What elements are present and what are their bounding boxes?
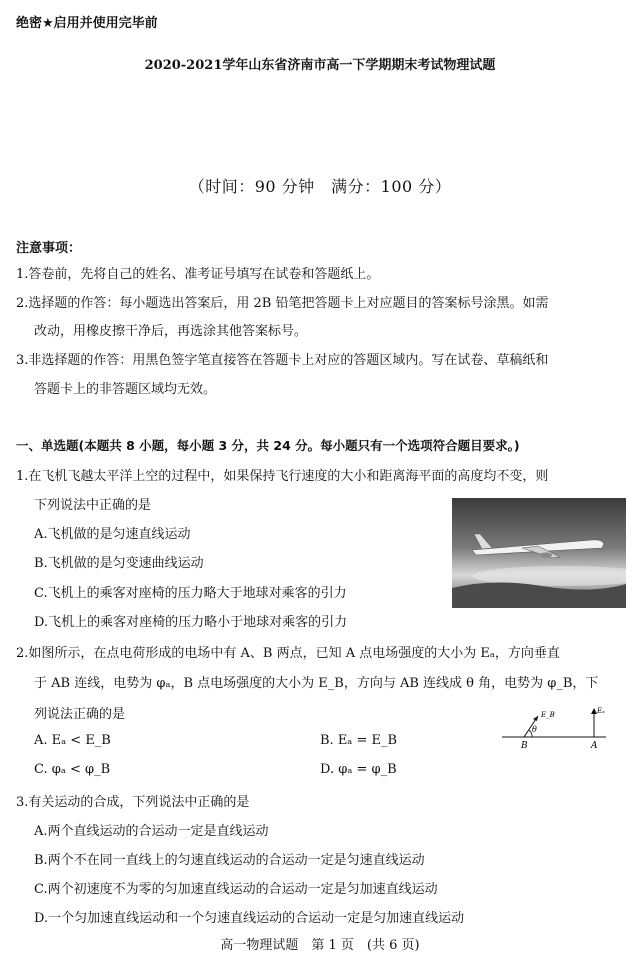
- notice-heading: 注意事项：: [16, 241, 82, 256]
- q3-option-c: C.两个初速度不为零的匀加速直线运动的合运动一定是匀加速直线运动: [34, 882, 438, 897]
- page-footer: 高一物理试题 第 1 页 (共 6 页): [220, 938, 420, 953]
- q1-stem-line-2: 下列说法中正确的是: [34, 498, 152, 513]
- q3-option-a: A.两个直线运动的合运动一定是直线运动: [34, 824, 269, 839]
- q2-option-a: A. Eₐ < E_B: [34, 733, 111, 748]
- label-ea: Eₐ: [597, 707, 605, 715]
- exam-title: 2020-2021学年山东省济南市高一下学期期末考试物理试题: [144, 58, 496, 73]
- q1-stem-line-1: 1.在飞机飞越太平洋上空的过程中，如果保持飞行速度的大小和距离海平面的高度均不变，则: [16, 469, 549, 484]
- q1-option-d: D.飞机上的乘客对座椅的压力略小于地球对乘客的引力: [34, 615, 348, 630]
- label-theta: θ: [532, 725, 537, 734]
- exam-time-score: （时间：90 分钟 满分：100 分）: [188, 177, 452, 196]
- notice-line-2-cont: 改动，用橡皮擦干净后，再选涂其他答案标号。: [34, 324, 308, 339]
- label-eb: E_B: [541, 711, 555, 719]
- q2-stem-line-3: 列说法正确的是: [34, 707, 126, 722]
- q2-option-b: B. Eₐ = E_B: [320, 733, 398, 748]
- q1-option-a: A.飞机做的是匀速直线运动: [34, 527, 191, 542]
- q3-option-d: D.一个匀加速直线运动和一个匀速直线运动的合运动一定是匀加速直线运动: [34, 911, 465, 926]
- secret-label: 绝密★启用并使用完毕前: [16, 16, 158, 31]
- q2-stem-line-2: 于 AB 连线，电势为 φₐ，B 点电场强度的大小为 E_B，方向与 AB 连线成 θ 角，电势为 φ_B，下: [34, 676, 599, 691]
- q2-option-c: C. φₐ < φ_B: [34, 762, 111, 777]
- q2-option-d: D. φₐ = φ_B: [320, 762, 397, 777]
- notice-line-3: 3.非选择题的作答：用黑色签字笔直接答在答题卡上对应的答题区域内。写在试卷、草稿纸和: [16, 353, 549, 368]
- q1-option-c: C.飞机上的乘客对座椅的压力略大于地球对乘客的引力: [34, 586, 347, 601]
- notice-line-1: 1.答卷前，先将自己的姓名、准考证号填写在试卷和答题纸上。: [16, 267, 380, 282]
- q2-stem-line-1: 2.如图所示，在点电荷形成的电场中有 A、B 两点，已知 A 点电场强度的大小为 Eₐ，方向垂直: [16, 646, 560, 661]
- field-diagram: [494, 700, 614, 755]
- q3-option-b: B.两个不在同一直线上的匀速直线运动的合运动一定是匀速直线运动: [34, 853, 425, 868]
- airplane-photo: [452, 498, 626, 608]
- q1-option-b: B.飞机做的是匀变速曲线运动: [34, 556, 204, 571]
- label-a: A: [591, 741, 598, 751]
- notice-line-3-cont: 答题卡上的非答题区域均无效。: [34, 382, 217, 397]
- q3-stem: 3.有关运动的合成，下列说法中正确的是: [16, 795, 250, 810]
- section-heading: 一、单选题(本题共 8 小题，每小题 3 分，共 24 分。每小题只有一个选项符合题目要求。): [16, 438, 520, 453]
- label-b: B: [521, 741, 528, 751]
- notice-line-2: 2.选择题的作答：每小题选出答案后，用 2B 铅笔把答题卡上对应题目的答案标号涂黑。如需: [16, 296, 549, 311]
